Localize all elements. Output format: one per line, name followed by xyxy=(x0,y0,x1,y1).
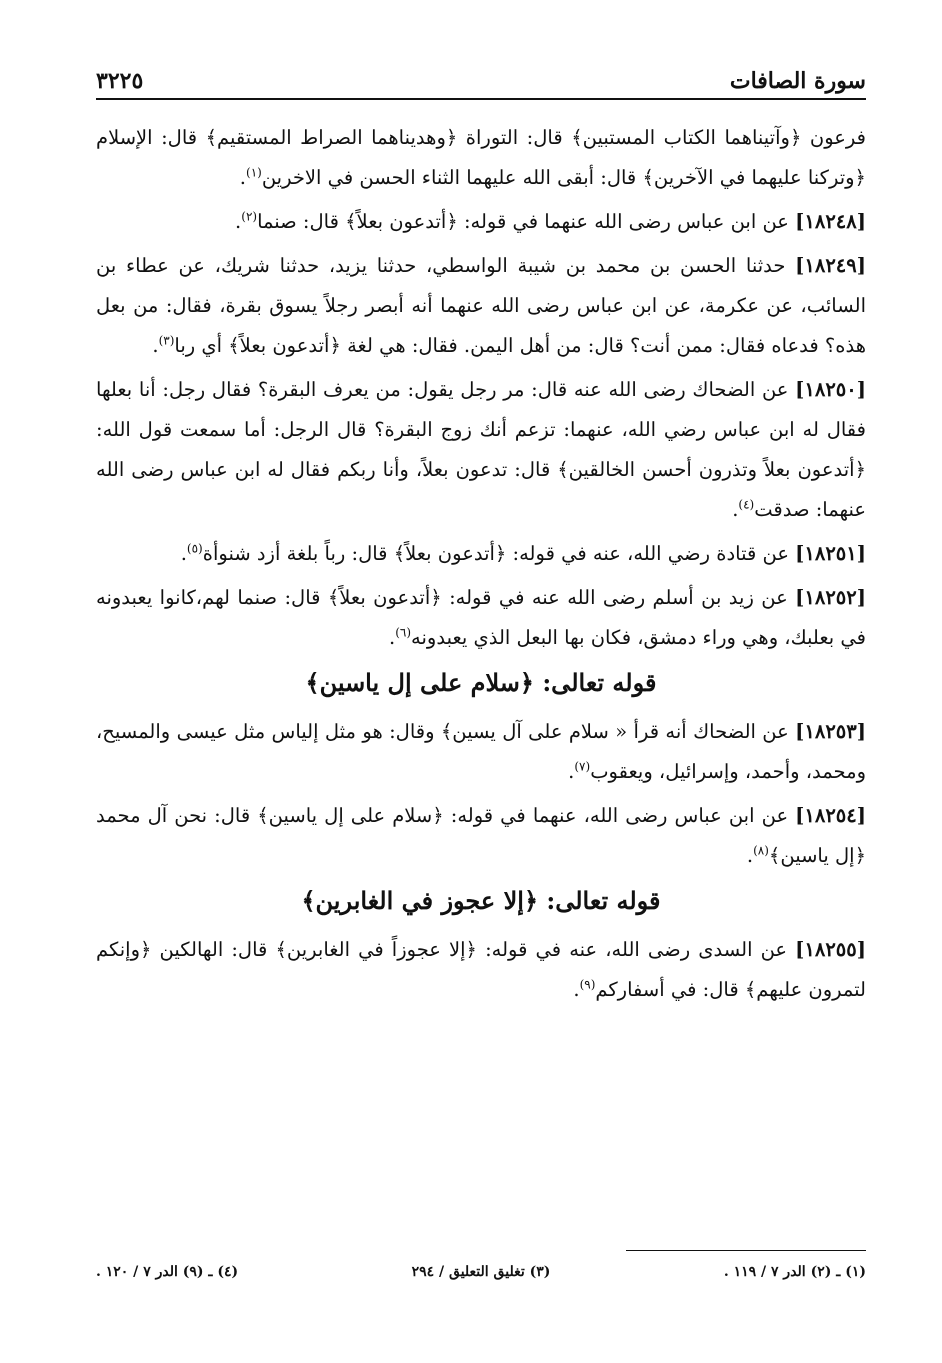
paragraph-end: . xyxy=(746,844,754,867)
footnote-marker: (٧) xyxy=(574,759,591,774)
footnote-marker: (٨) xyxy=(753,843,769,858)
hadith-number: [١٨٢٥٠] xyxy=(795,378,866,401)
paragraph-group-3 xyxy=(96,930,866,1010)
footnote-marker: (٩) xyxy=(579,977,596,992)
paragraph xyxy=(96,578,866,658)
paragraph xyxy=(96,930,866,1010)
page-number: ٣٢٢٥ xyxy=(96,68,144,94)
hadith-number: [١٨٢٥٤] xyxy=(795,804,866,827)
footnote-marker: (٦) xyxy=(395,625,412,640)
footnote-marker: (٣) xyxy=(158,333,175,348)
footnotes xyxy=(96,1264,866,1280)
paragraph-text: عن ابن عباس رضى الله، عنهما في قوله: ﴿سلام على إل ياسين﴾ قال: نحن آل محمد ﴿إل ياسين﴾ xyxy=(96,804,866,867)
hadith-number: [١٨٢٥١] xyxy=(795,542,866,565)
paragraph-text: عن زيد بن أسلم رضى الله عنه في قوله: ﴿أتدعون بعلاً﴾ قال: صنما لهم،كانوا يعبدونه في بعلبك، وهي وراء دمشق، فكان بها البعل الذي يعبدونه xyxy=(96,586,866,649)
section-heading: قوله تعالى: ﴿إلا عجوز في الغابرين﴾ xyxy=(301,886,661,915)
page-body xyxy=(96,118,866,1014)
surah-title: سورة الصافات xyxy=(729,68,866,94)
paragraph-end: . xyxy=(235,210,242,233)
footnote: (٤) ـ (٩) الدر ٧ / ١٢٠ . xyxy=(96,1264,239,1280)
paragraph xyxy=(96,712,866,792)
paragraph xyxy=(96,202,866,242)
paragraph xyxy=(96,796,866,876)
paragraph-end: . xyxy=(180,542,187,565)
paragraph-group-1 xyxy=(96,118,866,658)
hadith-number: [١٨٢٥٥] xyxy=(795,938,866,961)
paragraph-end: . xyxy=(152,334,159,357)
paragraph xyxy=(96,118,866,198)
footnote-marker: (٤) xyxy=(738,497,755,512)
hadith-number: [١٨٢٤٨] xyxy=(795,210,866,233)
paragraph-text: عن قتادة رضي الله، عنه في قوله: ﴿أتدعون بعلاً﴾ قال: رباً بلغة أزد شنوأة xyxy=(202,542,789,565)
paragraph xyxy=(96,370,866,530)
paragraph-text: فرعون ﴿وآتيناهما الكتاب المستبين﴾ قال: التوراة ﴿وهديناهما الصراط المستقيم﴾ قال: الإسلام ﴿وتركنا عليهما في الآخرين﴾ قال: أبقى الله عليهما الثناء الحسن في الاخرين xyxy=(96,126,866,189)
footnote-marker: (٢) xyxy=(241,209,258,224)
paragraph-end: . xyxy=(239,166,246,189)
footnote: (١) ـ (٢) الدر ٧ / ١١٩ . xyxy=(723,1264,866,1280)
page-header xyxy=(96,56,866,100)
paragraph xyxy=(96,246,866,366)
hadith-number: [١٨٢٥٣] xyxy=(795,720,866,743)
hadith-number: [١٨٢٥٢] xyxy=(795,586,866,609)
hadith-number: [١٨٢٤٩] xyxy=(795,254,866,277)
paragraph-group-2 xyxy=(96,712,866,876)
paragraph-text: عن الضحاك رضى الله عنه قال: مر رجل يقول: من يعرف البقرة؟ فقال رجل: أنا بعلها فقال له ابن عباس رضي الله، عنهما: تزعم أنك زوج البقرة؟ قال الرجل: أما سمعت قول الله: ﴿أتدعون بعلاً وتذرون أحسن الخالقين﴾ قال: تدعون بعلاً، وأنا ربكم فقال له ابن عباس رضى الله عنهما: صدقت xyxy=(96,378,866,521)
paragraph-end: . xyxy=(568,760,575,783)
paragraph xyxy=(96,534,866,574)
paragraph-text: عن الضحاك أنه قرأ « سلام على آل يسين﴾ وقال: هو مثل إلياس مثل عيسى والمسيح، ومحمد، وأحمد، وإسرائيل، ويعقوب xyxy=(96,720,866,783)
footnote-divider xyxy=(626,1250,866,1251)
section-heading: قوله تعالى: ﴿سلام على إل ياسين﴾ xyxy=(305,668,657,697)
paragraph-text: عن ابن عباس رضى الله عنهما في قوله: ﴿أتدعون بعلاً﴾ قال: صنما xyxy=(257,210,789,233)
paragraph-end: . xyxy=(732,498,739,521)
paragraph-text: حدثنا الحسن بن محمد بن شيبة الواسطي، حدثنا يزيد، حدثنا شريك، عن عطاء بن السائب، عن عكرمة، عن ابن عباس رضى الله عنهما أنه أبصر رجلاً يسوق بقرة، فقال: من بعل هذه؟ فدعاه فقال: ممن أنت؟ قال: من أهل اليمن. فقال: هي لغة ﴿أتدعون بعلاً﴾ أي ربا xyxy=(96,254,866,357)
footnote-marker: (٥) xyxy=(186,541,203,556)
footnote: (٣) تغليق التعليق / ٢٩٤ xyxy=(411,1264,551,1280)
paragraph-text: عن السدى رضى الله، عنه في قوله: ﴿إلا عجوزاً في الغابرين﴾ قال: الهالكين ﴿وإنكم لتمرون عليهم﴾ قال: في أسفاركم xyxy=(96,938,866,1001)
paragraph-end: . xyxy=(389,626,396,649)
paragraph-end: . xyxy=(573,978,580,1001)
footnote-marker: (١) xyxy=(246,165,262,180)
